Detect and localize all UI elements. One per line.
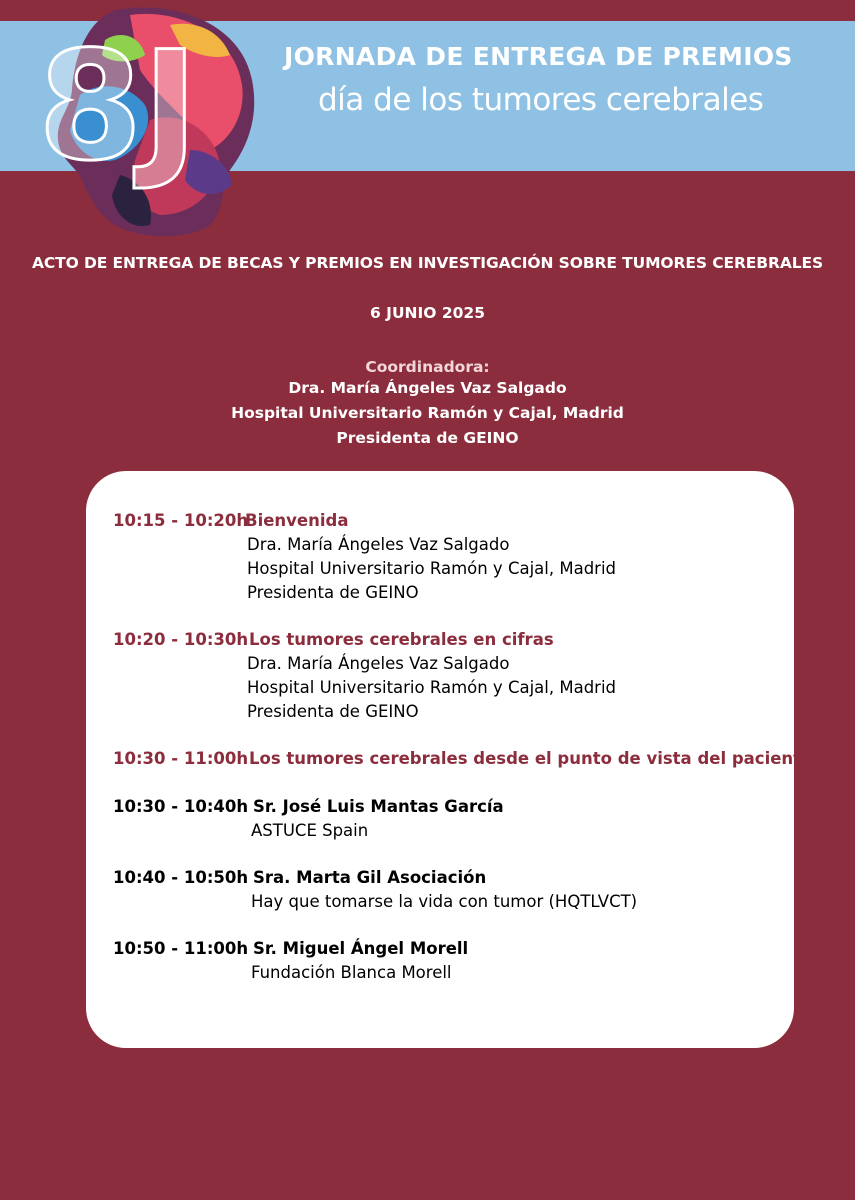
program-detail: Presidenta de GEINO <box>247 583 419 602</box>
program-detail: Presidenta de GEINO <box>247 702 419 721</box>
program-time: 10:15 - 10:20h <box>113 511 249 530</box>
logo-text: 8J <box>38 20 199 194</box>
program-time: 10:20 - 10:30h <box>113 630 249 649</box>
coordinator-name: Dra. María Ángeles Vaz Salgado <box>288 379 567 397</box>
program-time: 10:30 - 11:00h <box>113 749 249 768</box>
program-detail: Hospital Universitario Ramón y Cajal, Madrid <box>247 559 617 578</box>
coordinator-label: Coordinadora: <box>365 358 490 376</box>
program-title: Sra. Marta Gil Asociación <box>253 868 487 887</box>
program-detail: Dra. María Ángeles Vaz Salgado <box>247 654 510 673</box>
banner-title: JORNADA DE ENTREGA DE PREMIOS <box>284 42 793 71</box>
program-title: Sr. José Luis Mantas García <box>253 797 504 816</box>
coordinator-role: Presidenta de GEINO <box>336 429 519 447</box>
program-detail: Dra. María Ángeles Vaz Salgado <box>247 535 510 554</box>
program-card <box>86 471 813 1048</box>
program-detail: ASTUCE Spain <box>251 821 369 840</box>
program-detail: Hospital Universitario Ramón y Cajal, Madrid <box>247 678 617 697</box>
event-date: 6 JUNIO 2025 <box>370 304 485 322</box>
program-title: Bienvenida <box>245 511 349 530</box>
logo-head-illustration <box>20 0 270 245</box>
program-time: 10:40 - 10:50h <box>113 868 249 887</box>
program-title: Los tumores cerebrales en cifras <box>249 630 554 649</box>
program-title: Sr. Miguel Ángel Morell <box>253 939 469 958</box>
program-detail: Hay que tomarse la vida con tumor (HQTLVCT) <box>251 892 638 911</box>
program-title: Los tumores cerebrales desde el punto de vista del paciente <box>249 749 813 768</box>
program-detail: Fundación Blanca Morell <box>251 963 452 982</box>
program-time: 10:30 - 10:40h <box>113 797 249 816</box>
program-time: 10:50 - 11:00h <box>113 939 249 958</box>
banner-subtitle: día de los tumores cerebrales <box>318 82 764 118</box>
event-header <box>0 250 855 451</box>
event-title: ACTO DE ENTREGA DE BECAS Y PREMIOS EN INVESTIGACIÓN SOBRE TUMORES CEREBRALES <box>31 254 824 272</box>
coordinator-hospital: Hospital Universitario Ramón y Cajal, Madrid <box>231 404 624 422</box>
